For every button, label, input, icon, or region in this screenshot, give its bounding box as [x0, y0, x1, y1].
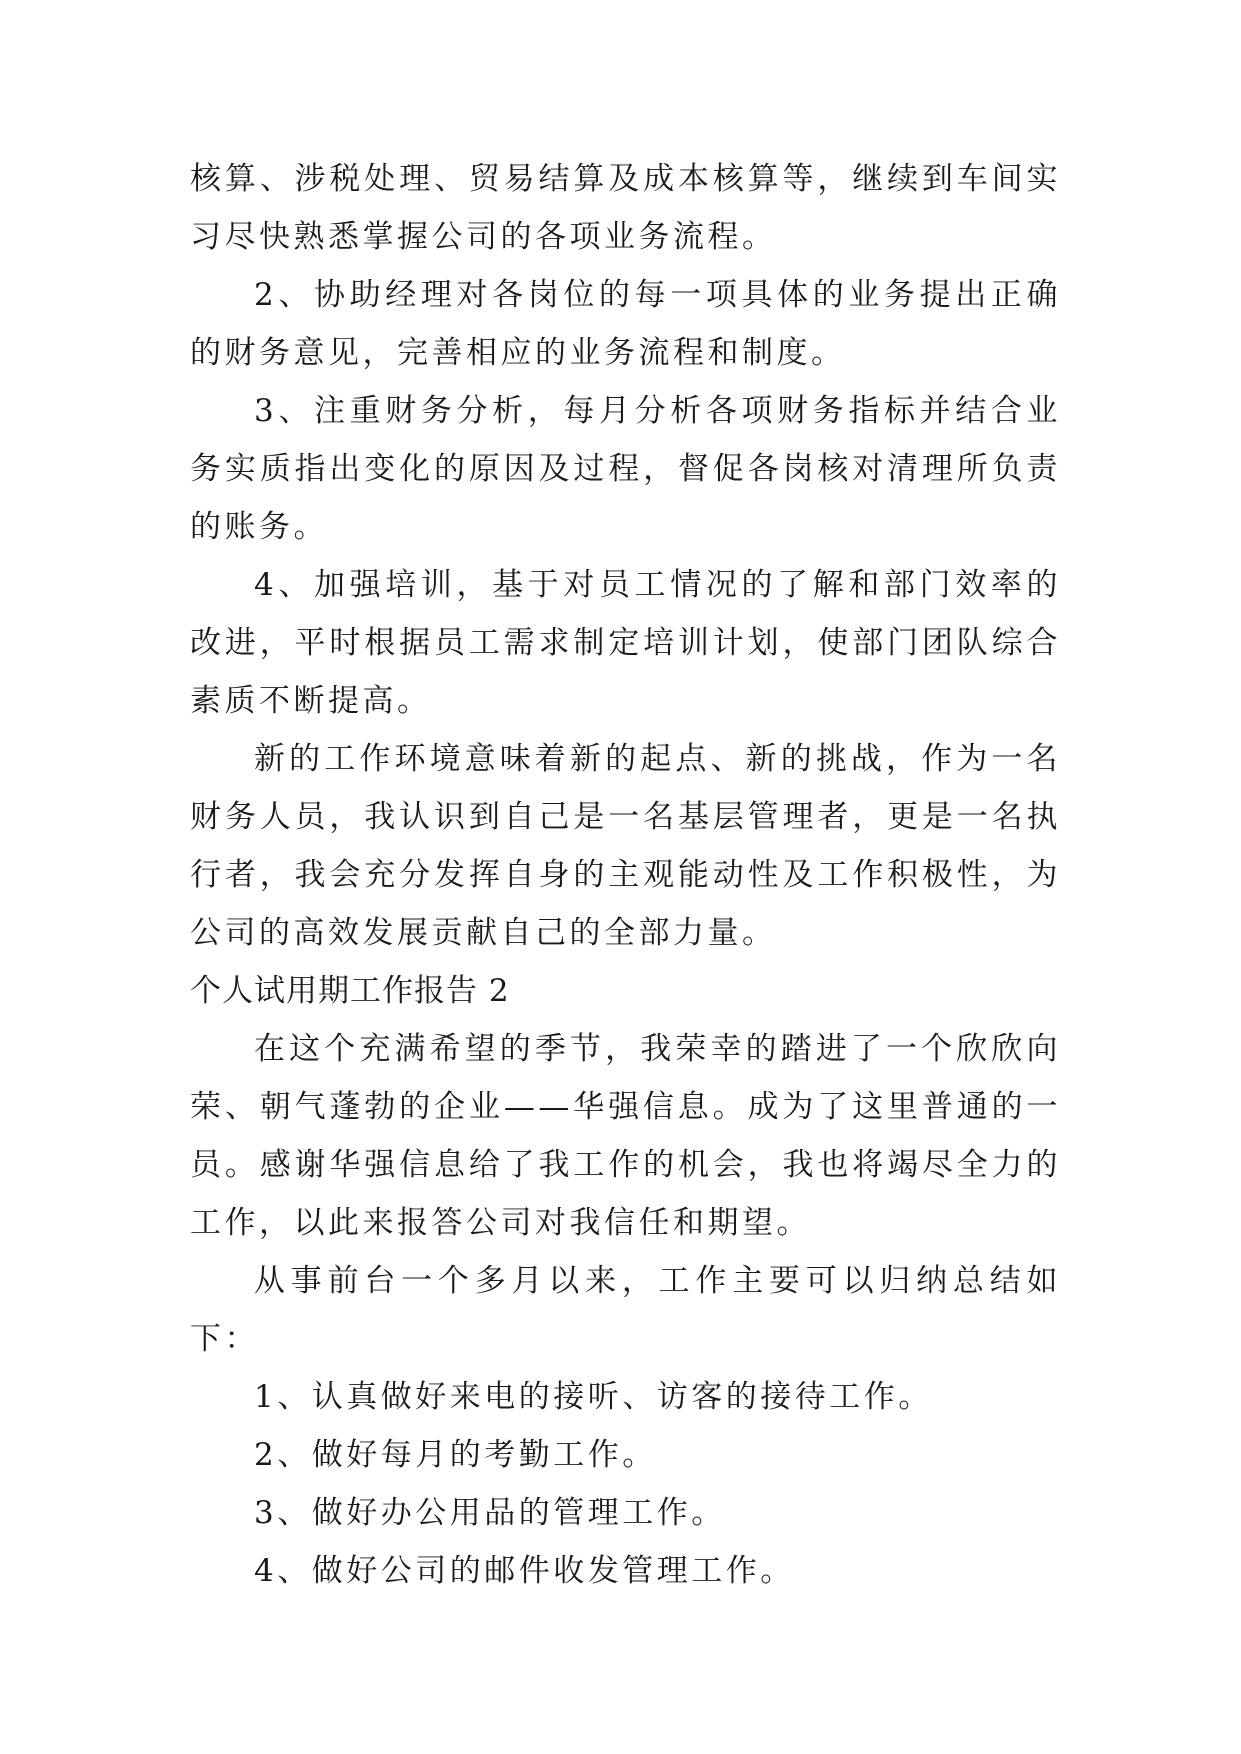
continued-paragraph: 核算、涉税处理、贸易结算及成本核算等，继续到车间实习尽快熟悉掌握公司的各项业务流程。 — [190, 161, 1061, 255]
list-item: 3、注重财务分析，每月分析各项财务指标并结合业务实质指出变化的原因及过程，督促各岗核对清理所负责的账务。 — [190, 393, 1061, 545]
list-item: 4、加强培训，基于对员工情况的了解和部门效率的改进，平时根据员工需求制定培训计划，使部门团队综合素质不断提高。 — [190, 567, 1061, 719]
list-item: 2、协助经理对各岗位的每一项具体的业务提出正确的财务意见，完善相应的业务流程和制度。 — [190, 277, 1061, 371]
list-item: 1、认真做好来电的接听、访客的接待工作。 — [254, 1379, 933, 1415]
section-title: 个人试用期工作报告 2 — [190, 973, 510, 1009]
list-item: 4、做好公司的邮件收发管理工作。 — [254, 1553, 795, 1589]
list-item: 2、做好每月的考勤工作。 — [254, 1437, 657, 1473]
closing-paragraph: 新的工作环境意味着新的起点、新的挑战，作为一名财务人员，我认识到自己是一名基层管理者，更是一名执行者，我会充分发挥自身的主观能动性及工作积极性，为公司的高效发展贡献自己的全部力量。 — [190, 741, 1061, 951]
intro-paragraph: 在这个充满希望的季节，我荣幸的踏进了一个欣欣向荣、朝气蓬勃的企业——华强信息。成为了这里普通的一员。感谢华强信息给了我工作的机会，我也将竭尽全力的工作，以此来报答公司对我信任和期望。 — [190, 1031, 1061, 1241]
summary-paragraph: 从事前台一个多月以来，工作主要可以归纳总结如下： — [190, 1263, 1061, 1357]
list-item: 3、做好办公用品的管理工作。 — [254, 1495, 726, 1531]
